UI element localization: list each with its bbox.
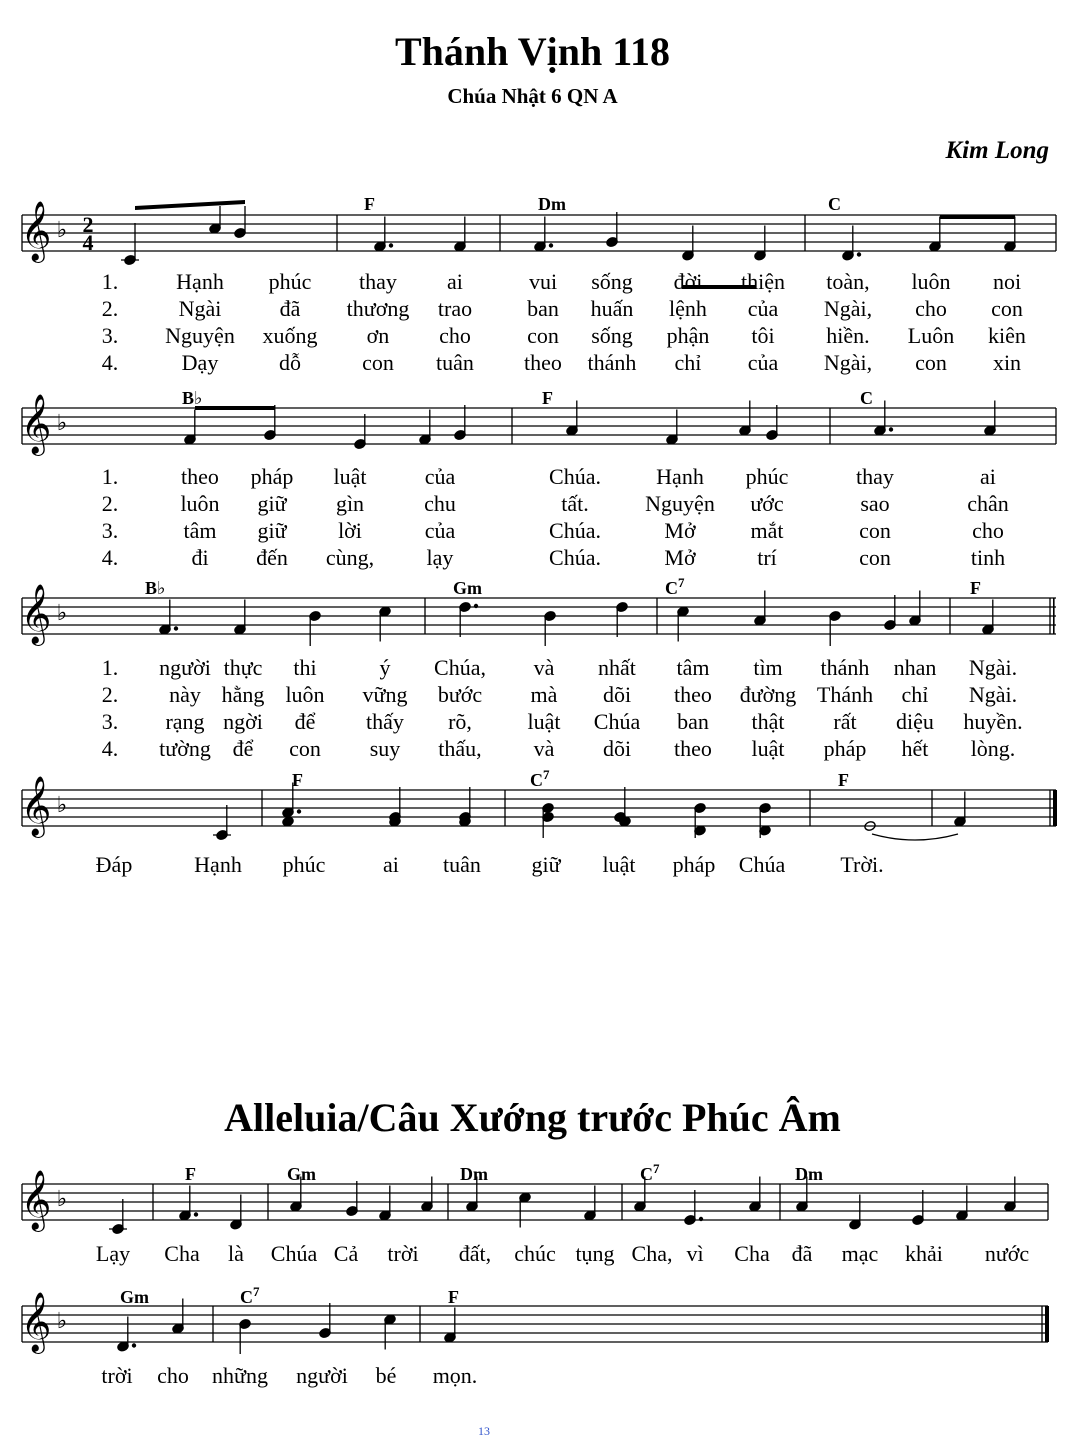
psalm-verse-4-syllable: dỗ [279, 350, 301, 375]
psalm-verse-3-syllable: Nguyện [165, 323, 235, 348]
psalm-verse-4-syllable: và [533, 736, 555, 761]
key-signature-flat: ♭ [56, 1187, 68, 1212]
psalm-verse-3-syllable: Luôn [907, 323, 955, 348]
alleluia-syllable: bé [375, 1363, 397, 1388]
psalm-verse-3-syllable: Chúa [593, 709, 641, 734]
psalm-verse-2-syllable: hằng [221, 682, 265, 707]
psalm-verse-1-syllable: thực [223, 655, 263, 680]
psalm-verse-2-syllable: lệnh [669, 296, 707, 321]
response-syllable: luật [602, 852, 636, 877]
psalm-verse-1-syllable: thi [293, 655, 317, 680]
psalm-verse-1-syllable: 1. [101, 464, 119, 489]
psalm-verse-1-syllable: luôn [911, 269, 951, 294]
psalm-verse-4-syllable: tinh [970, 545, 1006, 570]
psalm-verse-4-syllable: của [747, 350, 779, 375]
psalm-verse-1-syllable: 1. [101, 269, 119, 294]
psalm-verse-1-syllable: phúc [745, 464, 789, 489]
psalm-verse-1-syllable: pháp [250, 464, 294, 489]
psalm-verse-2-syllable: 2. [101, 296, 119, 321]
psalm-verse-2-syllable: đường [739, 682, 797, 707]
note-dot [474, 604, 478, 608]
note-beam [135, 200, 245, 210]
psalm-verse-4-syllable: đến [256, 545, 288, 570]
chord-symbol: F [542, 388, 553, 408]
chord-symbol: Dm [460, 1164, 488, 1184]
psalm-verse-3-syllable: ban [677, 709, 709, 734]
psalm-verse-3-syllable: 3. [101, 518, 119, 543]
psalm-verse-4-syllable: 4. [101, 736, 119, 761]
psalm-verse-4-syllable: 4. [101, 350, 119, 375]
alleluia-syllable: nước [984, 1241, 1030, 1266]
psalm-verse-1-syllable: Chúa. [549, 464, 601, 489]
psalm-verse-4-syllable: thánh [587, 350, 637, 375]
psalm-verse-2-syllable: vững [362, 682, 408, 707]
psalm-verse-3-syllable: giữ [257, 518, 287, 543]
alleluia-syllable: cho [157, 1363, 189, 1388]
chord-symbol: F [838, 770, 849, 790]
time-signature-bottom: 4 [82, 230, 94, 255]
note-dot [889, 427, 893, 431]
psalm-verse-1-syllable: và [533, 655, 555, 680]
psalm-verse-3-syllable: cho [972, 518, 1004, 543]
psalm-verse-3-syllable: huyền. [963, 709, 1023, 734]
key-signature-flat: ♭ [56, 1309, 68, 1334]
final-barline-thick [1045, 1306, 1049, 1342]
chord-symbol: F [970, 578, 981, 598]
final-barline-thick [1053, 790, 1057, 826]
psalm-verse-2-syllable: 2. [101, 682, 119, 707]
psalm-staff-3 [21, 584, 1056, 646]
psalm-verse-3-syllable: rất [833, 709, 857, 734]
psalm-verse-1-syllable: theo [181, 464, 219, 489]
note-dot [857, 252, 861, 256]
note-dot [549, 243, 553, 247]
song-subtitle: Chúa Nhật 6 QN A [447, 84, 618, 108]
chord-symbol: Dm [795, 1164, 823, 1184]
psalm-verse-1-syllable: Ngài. [968, 655, 1018, 680]
psalm-verse-4-syllable: lạy [426, 545, 454, 570]
psalm-verse-4-syllable: con [362, 350, 394, 375]
treble-clef: 𝄞 [20, 776, 52, 836]
psalm-verse-4-syllable: Mở [664, 545, 696, 570]
psalm-verse-2-syllable: ban [527, 296, 559, 321]
psalm-verse-2-syllable: Ngài [178, 296, 222, 321]
psalm-verse-2-syllable: cho [915, 296, 947, 321]
alleluia-syllable: Lạy [95, 1241, 131, 1266]
psalm-verse-4-syllable: lòng. [970, 736, 1016, 761]
psalm-verse-4-syllable: thấu, [438, 736, 482, 761]
psalm-verse-4-syllable: chỉ [674, 350, 702, 375]
response-syllable: pháp [672, 852, 716, 877]
note-beam [195, 406, 275, 410]
alleluia-syllable: chúc [514, 1241, 556, 1266]
psalm-verse-4-syllable: 4. [101, 545, 119, 570]
psalm-verse-1-syllable: phúc [268, 269, 312, 294]
psalm-verse-4-syllable: dõi [602, 736, 632, 761]
psalm-verse-2-syllable: tất. [561, 491, 589, 516]
psalm-verse-1-syllable: của [424, 464, 456, 489]
psalm-verse-4-syllable: theo [524, 350, 562, 375]
psalm-verse-2-syllable: gìn [335, 491, 365, 516]
treble-clef: 𝄞 [20, 584, 52, 644]
psalm-verse-4-syllable: hết [901, 736, 929, 761]
treble-clef: 𝄞 [20, 394, 52, 454]
psalm-verse-3-syllable: phận [666, 323, 710, 348]
psalm-verse-3-syllable: ơn [366, 323, 390, 348]
treble-clef: 𝄞 [20, 1292, 52, 1352]
chord-symbol: C [828, 194, 841, 214]
note-dot [699, 1217, 703, 1221]
psalm-verse-2-syllable: luôn [180, 491, 220, 516]
psalm-verse-3-syllable: thật [751, 709, 785, 734]
psalm-verse-2-syllable: sao [860, 491, 890, 516]
alleluia-syllable: Chúa [270, 1241, 318, 1266]
psalm-verse-3-syllable: cho [439, 323, 471, 348]
psalm-verse-1-syllable: người [159, 655, 211, 680]
page-number: 13 [478, 1424, 490, 1438]
treble-clef: 𝄞 [20, 1170, 52, 1230]
psalm-verse-2-syllable: ước [750, 491, 784, 516]
psalm-verse-4-syllable: trí [757, 545, 777, 570]
psalm-verse-4-syllable: suy [369, 736, 401, 761]
note-dot [194, 1212, 198, 1216]
chord-symbol: Gm [453, 578, 483, 598]
alleluia-syllable: là [228, 1241, 244, 1266]
alleluia-syllable: Cả [333, 1241, 359, 1266]
alleluia-syllable: người [296, 1363, 348, 1388]
psalm-verse-4-syllable: xin [992, 350, 1022, 375]
key-signature-flat: ♭ [56, 601, 68, 626]
psalm-verse-2-syllable: đã [279, 296, 301, 321]
psalm-verse-1-syllable: ai [980, 464, 996, 489]
psalm-verse-1-syllable: thay [359, 269, 397, 294]
note-dot [174, 626, 178, 630]
response-syllable: giữ [531, 852, 561, 877]
psalm-verse-2-syllable: trao [437, 296, 473, 321]
chord-symbol: B♭ [182, 388, 203, 408]
psalm-verse-1-syllable: nhất [598, 655, 636, 680]
psalm-verse-2-syllable: Thánh [816, 682, 874, 707]
chord-symbol: Dm [538, 194, 566, 214]
psalm-verse-4-syllable: cùng, [325, 545, 375, 570]
alleluia-syllable: khải [905, 1241, 943, 1266]
psalm-verse-3-syllable: diệu [896, 709, 934, 734]
psalm-verse-3-syllable: ngời [223, 709, 263, 734]
alleluia-syllable: đã [791, 1241, 813, 1266]
psalm-verse-1-syllable: đời [673, 269, 703, 294]
alleluia-title: Alleluia/Câu Xướng trước Phúc Âm [224, 1095, 841, 1140]
psalm-verse-4-syllable: pháp [823, 736, 867, 761]
chord-symbol: $C^7$ [665, 574, 685, 598]
psalm-verse-1-syllable: toàn, [826, 269, 870, 294]
alleluia-syllable: mọn. [432, 1363, 478, 1388]
psalm-verse-2-syllable: giữ [257, 491, 287, 516]
key-signature-flat: ♭ [56, 793, 68, 818]
chord-symbol: $C^7$ [530, 766, 550, 790]
psalm-verse-4-syllable: tuân [436, 350, 474, 375]
psalm-verse-2-syllable: bước [437, 682, 483, 707]
alleluia-syllable: trời [387, 1241, 419, 1266]
psalm-verse-3-syllable: rõ, [448, 709, 472, 734]
psalm-verse-1-syllable: luật [333, 464, 367, 489]
chord-symbol: F [364, 194, 375, 214]
chord-symbol: F [448, 1287, 459, 1307]
chord-symbol: C [860, 388, 873, 408]
psalm-verse-2-syllable: Nguyện [645, 491, 715, 516]
psalm-verse-1-syllable: sống [591, 269, 633, 294]
psalm-verse-3-syllable: thấy [366, 709, 404, 734]
psalm-verse-3-syllable: 3. [101, 323, 119, 348]
final-barline-thick [1053, 598, 1055, 634]
psalm-verse-3-syllable: 3. [101, 709, 119, 734]
alleluia-syllable: vì [686, 1241, 704, 1266]
psalm-verse-2-syllable: chân [967, 491, 1009, 516]
response-syllable: Hạnh [194, 852, 242, 877]
note-dot [389, 243, 393, 247]
chord-symbol: F [185, 1164, 196, 1184]
psalm-verse-2-syllable: chỉ [901, 682, 929, 707]
psalm-verse-4-syllable: con [859, 545, 891, 570]
psalm-verse-1-syllable: Chúa, [434, 655, 486, 680]
psalm-verse-3-syllable: để [294, 709, 316, 734]
psalm-verse-1-syllable: Hạnh [176, 269, 224, 294]
alleluia-syllable: tụng [575, 1241, 615, 1266]
chord-symbol: Gm [287, 1164, 317, 1184]
psalm-verse-3-syllable: của [424, 518, 456, 543]
psalm-verse-3-syllable: con [527, 323, 559, 348]
chord-symbol: Gm [120, 1287, 150, 1307]
chord-symbol: B♭ [145, 578, 166, 598]
alleluia-syllable: đất, [458, 1241, 492, 1266]
alleluia-syllable: trời [101, 1363, 133, 1388]
key-signature-flat: ♭ [56, 411, 68, 436]
time-signature [83, 212, 94, 255]
alleluia-staff-1 [21, 1170, 1048, 1232]
note-dot [132, 1343, 136, 1347]
psalm-verse-4-syllable: luật [751, 736, 785, 761]
psalm-verse-3-syllable: mắt [750, 518, 784, 543]
psalm-verse-4-syllable: con [915, 350, 947, 375]
psalm-verse-1-syllable: noi [992, 269, 1022, 294]
response-syllable: ai [383, 852, 399, 877]
chord-symbol: $C^7$ [640, 1160, 660, 1184]
psalm-verse-4-syllable: để [232, 736, 254, 761]
psalm-verse-2-syllable: Ngài, [823, 296, 873, 321]
alleluia-syllable: mạc [841, 1241, 879, 1266]
psalm-verse-3-syllable: tôi [751, 323, 775, 348]
psalm-verse-2-syllable: này [169, 682, 201, 707]
response-syllable: Trời. [840, 852, 884, 877]
treble-clef: 𝄞 [20, 201, 52, 261]
psalm-verse-1-syllable: thay [856, 464, 894, 489]
time-signature-top: 2 [82, 212, 94, 237]
psalm-verse-2-syllable: dõi [602, 682, 632, 707]
psalm-verse-2-syllable: mà [530, 682, 558, 707]
psalm-verse-2-syllable: Ngài. [968, 682, 1018, 707]
alleluia-staff-2 [21, 1292, 1048, 1354]
alleluia-syllable: Cha [734, 1241, 770, 1266]
response-syllable: Đáp [95, 852, 133, 877]
psalm-verse-3-syllable: hiền. [826, 323, 870, 348]
note-beam [940, 215, 1015, 219]
song-title: Thánh Vịnh 118 [395, 29, 670, 74]
psalm-verse-3-syllable: sống [591, 323, 633, 348]
psalm-verse-3-syllable: tâm [183, 518, 217, 543]
psalm-verse-4-syllable: Ngài, [823, 350, 873, 375]
alleluia-syllable: những [212, 1363, 268, 1388]
psalm-verse-2-syllable: chu [424, 491, 456, 516]
psalm-verse-1-syllable: 1. [101, 655, 119, 680]
psalm-verse-3-syllable: kiên [988, 323, 1026, 348]
psalm-verse-3-syllable: con [859, 518, 891, 543]
psalm-verse-3-syllable: xuống [262, 323, 318, 348]
psalm-verse-2-syllable: theo [674, 682, 712, 707]
psalm-verse-1-syllable: tìm [753, 655, 783, 680]
psalm-verse-3-syllable: lời [338, 518, 362, 543]
psalm-verse-2-syllable: con [991, 296, 1023, 321]
key-signature-flat: ♭ [56, 218, 68, 243]
psalm-verse-1-syllable: Hạnh [656, 464, 704, 489]
psalm-verse-2-syllable: luôn [285, 682, 325, 707]
psalm-verse-1-syllable: thánh [820, 655, 870, 680]
psalm-verse-2-syllable: 2. [101, 491, 119, 516]
psalm-verse-1-syllable: tâm [676, 655, 710, 680]
psalm-verse-2-syllable: thương [346, 296, 410, 321]
psalm-verse-4-syllable: con [289, 736, 321, 761]
tie-curve [872, 834, 958, 840]
composer-name: Kim Long [945, 137, 1049, 164]
chord-symbol: F [292, 770, 303, 790]
psalm-verse-1-syllable: thiện [741, 269, 785, 294]
chord-symbol: $C^7$ [240, 1283, 260, 1307]
note-dot [297, 809, 301, 813]
psalm-verse-1-syllable: ai [447, 269, 463, 294]
psalm-verse-4-syllable: đi [191, 545, 209, 570]
psalm-staff-2 [21, 394, 1056, 456]
psalm-verse-1-syllable: nhan [893, 655, 937, 680]
psalm-verse-4-syllable: Chúa. [549, 545, 601, 570]
psalm-verse-4-syllable: theo [674, 736, 712, 761]
psalm-verse-1-syllable: vui [528, 269, 558, 294]
psalm-verse-4-syllable: Dạy [181, 350, 219, 375]
psalm-verse-3-syllable: Chúa. [549, 518, 601, 543]
response-syllable: Chúa [738, 852, 786, 877]
psalm-verse-3-syllable: rạng [165, 709, 205, 734]
response-syllable: tuân [443, 852, 481, 877]
psalm-verse-3-syllable: luật [527, 709, 561, 734]
alleluia-syllable: Cha [164, 1241, 200, 1266]
response-syllable: phúc [282, 852, 326, 877]
psalm-verse-2-syllable: huấn [590, 296, 634, 321]
psalm-verse-4-syllable: tường [159, 736, 211, 761]
alleluia-syllable: Cha, [631, 1241, 673, 1266]
psalm-verse-2-syllable: của [747, 296, 779, 321]
psalm-verse-1-syllable: ý [379, 655, 391, 680]
psalm-verse-3-syllable: Mở [664, 518, 696, 543]
